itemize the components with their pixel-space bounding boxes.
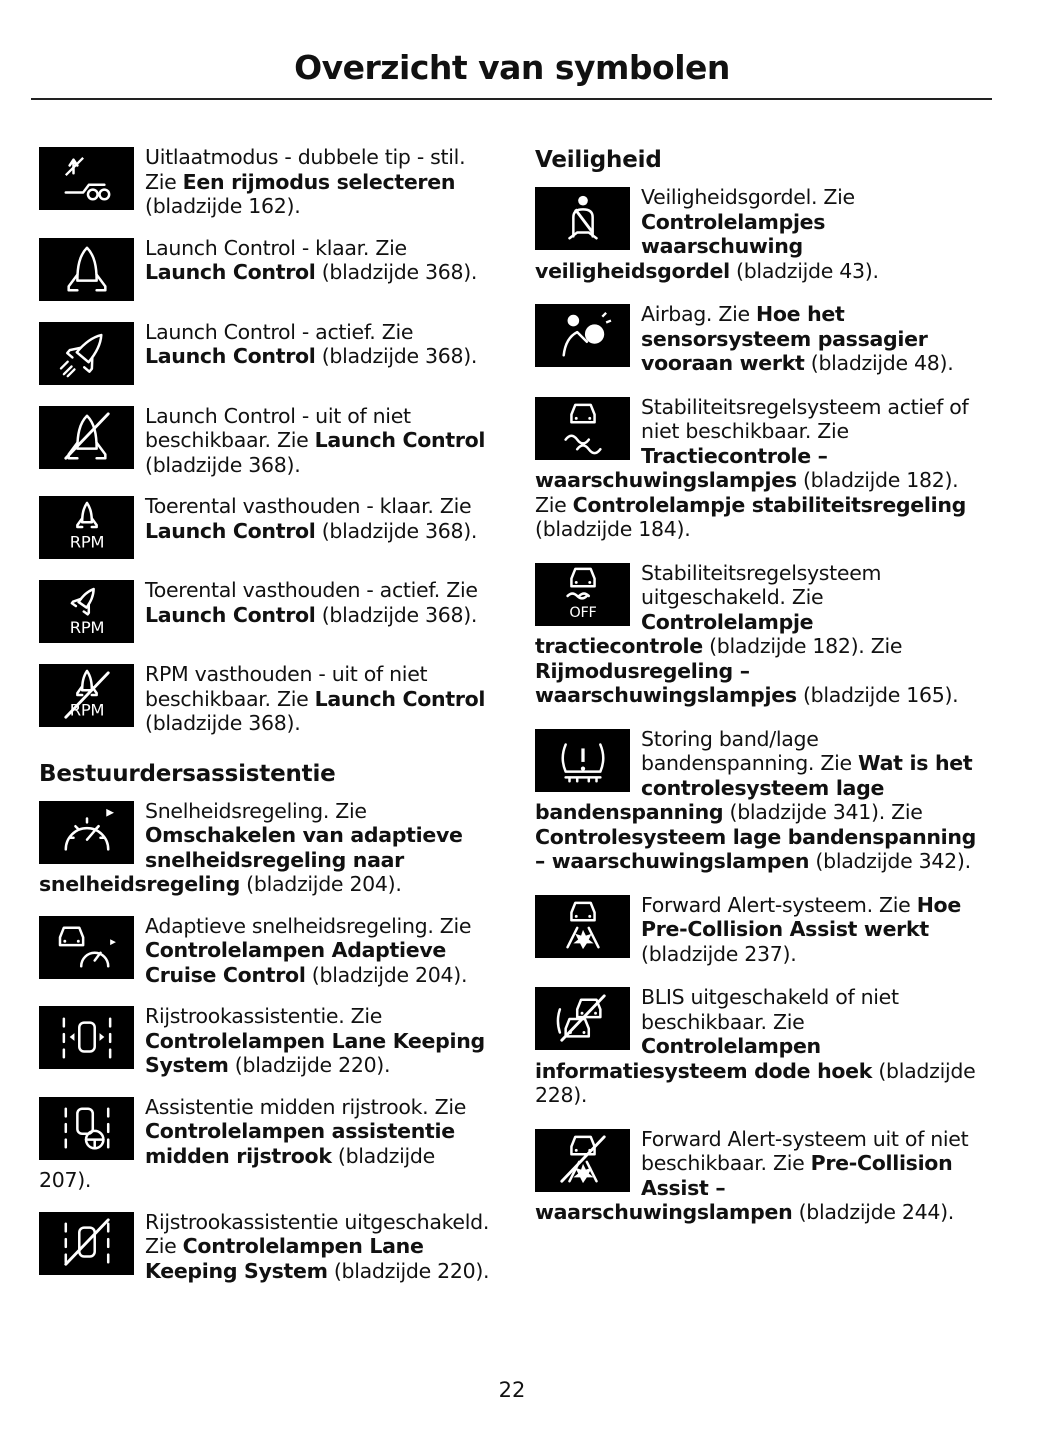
section-title-driver-assist: Bestuurdersassistentie (39, 760, 336, 787)
description-text: (bladzijde 368). (315, 344, 478, 368)
seatbelt-icon (535, 187, 630, 250)
description-text: (bladzijde 368). (145, 711, 301, 735)
reference-link-text: Launch Control (145, 344, 316, 368)
symbol-entry (39, 494, 490, 561)
description-text: (bladzijde 165). (796, 683, 959, 707)
description-text: Forward Alert-systeem uit of niet beschikbaar. Zie (641, 1126, 969, 1175)
description-text: (bladzijde 368). (315, 260, 478, 284)
page-number: 22 (498, 1378, 526, 1402)
lane-keeping-icon (39, 1006, 134, 1069)
reference-link-text: Een rijmodus selecteren (182, 169, 456, 194)
reference-link-text: Controlelampen Adaptieve Cruise Control (145, 938, 447, 987)
description-text: Stabiliteitsregelsysteem actief of niet beschikbaar. Zie (641, 394, 969, 443)
description-text: Rijstrookassistentie. Zie (145, 1004, 383, 1028)
reference-link-text: Omschakelen van adaptieve snelheidsregeling naar snelheidsregeling (39, 823, 463, 896)
description-text: Rijstrookassistentie uitgeschakeld. Zie (145, 1209, 490, 1258)
reference-link-text: Hoe het sensorsysteem passagier vooraan werkt (641, 302, 928, 375)
cruise-control-icon (39, 801, 134, 864)
rpm-label: RPM (69, 617, 104, 637)
description-text: Airbag. Zie (641, 302, 757, 326)
lane-keeping-off-icon (39, 1212, 134, 1275)
description-text: (bladzijde 368). (315, 602, 478, 627)
description-text: Toerental vasthouden - klaar. Zie (145, 494, 472, 518)
description-text: Toerental vasthouden - actief. Zie (145, 578, 478, 602)
reference-link-text: Launch Control (314, 428, 486, 452)
left-entries-top (39, 145, 490, 753)
description-text: (bladzijde 228). (535, 1058, 976, 1107)
airbag-icon (535, 304, 630, 367)
symbol-entry (535, 985, 987, 1108)
description-text: (bladzijde 237). (641, 941, 797, 966)
description-text: Launch Control - actief. Zie (145, 319, 414, 344)
reference-link-text: Wat is het controlesysteem lage bandenspanning (535, 751, 973, 824)
rpm-label: RPM (69, 531, 104, 551)
reference-link-text: Launch Control (145, 260, 316, 284)
description-text: BLIS uitgeschakeld of niet beschikbaar. Zie (641, 985, 899, 1034)
page-title: Overzicht van symbolen (294, 48, 730, 87)
left-column (39, 145, 490, 1300)
description-text: (bladzijde 220). (327, 1258, 490, 1283)
description-text: (bladzijde 244). (792, 1200, 955, 1224)
reference-link-text: Hoe Pre-Collision Assist werkt (641, 892, 961, 941)
symbol-entry (535, 893, 987, 967)
symbol-entry (39, 145, 490, 219)
launch-control-active-icon (39, 322, 134, 385)
forward-alert-off-icon (535, 1129, 630, 1192)
description-text: Storing band/lage bandenspanning. Zie (641, 726, 859, 775)
reference-link-text: Controlelampjes waarschuwing veiligheidsgordel (535, 209, 826, 283)
reference-link-text: Rijmodusregeling – waarschuwingslampjes (535, 658, 797, 707)
symbol-entry (39, 662, 490, 736)
symbol-entry (39, 1004, 490, 1078)
right-column (535, 145, 987, 1244)
description-text: (bladzijde 341). Zie (723, 800, 923, 824)
description-text: (bladzijde 207). (39, 1143, 435, 1192)
exhaust-mode-quiet-icon (39, 147, 134, 210)
symbol-entry (39, 914, 490, 988)
adaptive-cruise-control-icon (39, 916, 134, 979)
description-text: Launch Control - klaar. Zie (145, 235, 407, 260)
symbol-entry (39, 799, 490, 897)
launch-control-unavailable-icon (39, 406, 134, 469)
rpm-hold-active-icon (39, 580, 134, 643)
description-text: Snelheidsregeling. Zie (145, 798, 367, 823)
forward-alert-icon (535, 895, 630, 958)
symbol-entry (535, 1127, 987, 1225)
reference-link-text: Controlelampen Lane Keeping System (145, 1234, 424, 1283)
stability-control-icon (535, 397, 630, 460)
description-text: Stabiliteitsregelsysteem uitgeschakeld. Zie (641, 560, 882, 609)
blis-off-icon (535, 987, 630, 1050)
symbol-entry (39, 404, 490, 478)
description-text: (bladzijde 162). (145, 194, 301, 218)
symbol-entry (535, 395, 987, 542)
symbol-entry (535, 561, 987, 708)
reference-link-text: Launch Control (145, 602, 316, 627)
reference-link-text: Controlelampen informatiesysteem dode hoek (535, 1034, 873, 1083)
rpm-hold-unavailable-icon (39, 664, 134, 727)
reference-link-text: Controlelampen Lane Keeping System (145, 1028, 485, 1077)
description-text: (bladzijde 204). (305, 962, 468, 987)
description-text: (bladzijde 342). (809, 849, 971, 873)
section-title-safety: Veiligheid (535, 147, 662, 173)
launch-control-ready-icon (39, 238, 134, 301)
reference-link-text: Controlelampje stabiliteitsregeling (572, 492, 967, 517)
reference-link-text: Tractiecontrole – waarschuwingslampjes (535, 443, 828, 492)
rpm-label: RPM (69, 699, 104, 719)
reference-link-text: Launch Control (314, 686, 486, 711)
description-text: (bladzijde 182). Zie (702, 634, 903, 658)
description-text: (bladzijde 43). (729, 258, 879, 283)
description-text: Forward Alert-systeem. Zie (641, 892, 917, 917)
title-divider (31, 98, 992, 100)
description-text: (bladzijde 184). (535, 517, 691, 541)
tire-pressure-icon (535, 729, 630, 792)
description-text: Launch Control - uit of niet beschikbaar. Zie (145, 403, 411, 452)
off-label: OFF (568, 605, 597, 621)
right-entries-safety (535, 185, 987, 1244)
reference-link-text: Controlesysteem lage bandenspanning – waarschuwingslampen (535, 824, 977, 873)
reference-link-text: Controlelampje tractiecontrole (535, 609, 814, 658)
left-entries-driver-assist (39, 799, 490, 1301)
description-text: Uitlaatmodus - dubbele tip - stil. Zie (145, 145, 466, 194)
description-text: (bladzijde 182). Zie (535, 468, 959, 517)
symbol-entry (39, 236, 490, 303)
description-text: (bladzijde 48). (804, 351, 954, 375)
symbol-entry (535, 727, 987, 874)
symbol-entry (39, 578, 490, 645)
lane-centering-icon (39, 1097, 134, 1160)
symbol-entry (39, 320, 490, 387)
description-text: (bladzijde 204). (239, 872, 402, 896)
stability-control-off-icon (535, 563, 630, 626)
reference-link-text: Launch Control (145, 518, 316, 543)
symbol-entry (535, 302, 987, 376)
rpm-hold-ready-icon (39, 496, 134, 559)
symbol-entry (39, 1095, 490, 1193)
description-text: Assistentie midden rijstrook. Zie (145, 1094, 467, 1119)
description-text: Veiligheidsgordel. Zie (641, 185, 855, 209)
description-text: Adaptieve snelheidsregeling. Zie (145, 913, 472, 938)
reference-link-text: Controlelampen assistentie midden rijstrook (145, 1119, 455, 1168)
symbol-entry (39, 1210, 490, 1284)
description-text: (bladzijde 368). (315, 518, 478, 543)
reference-link-text: Pre-Collision Assist – waarschuwingslampen (535, 1151, 953, 1224)
symbol-entry (535, 185, 987, 283)
description-text: (bladzijde 368). (145, 452, 301, 477)
description-text: RPM vasthouden - uit of niet beschikbaar. Zie (145, 662, 428, 711)
description-text: (bladzijde 220). (228, 1053, 391, 1077)
